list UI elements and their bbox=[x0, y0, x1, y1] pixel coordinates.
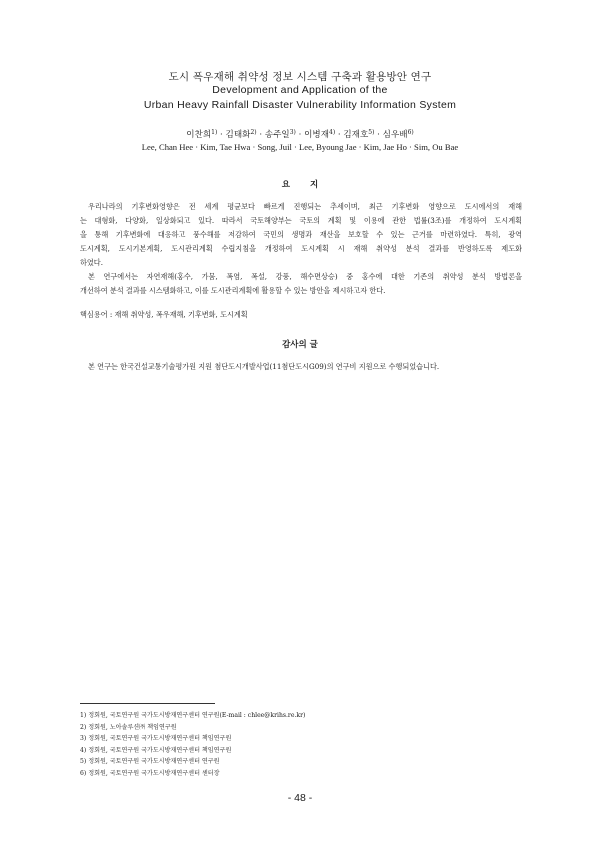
author-name: 심우배 bbox=[382, 130, 408, 140]
title-english-line2: Urban Heavy Rainfall Disaster Vulnerability Information System bbox=[143, 99, 457, 111]
page-number: - 48 - bbox=[287, 792, 313, 804]
keywords: 핵심용어 : 재해 취약성, 폭우재해, 기후변화, 도시계획 bbox=[80, 310, 248, 319]
footnote: 3) 정회원, 국토연구원 국가도시방재연구센터 책임연구원 bbox=[80, 735, 232, 743]
author-note: 4) bbox=[329, 129, 336, 136]
text-line: 도시계획, 도시기본계획, 도시관리계획 수립지침을 개정하여 도시계획 시 재해 취약성 분석 결과를 반영하도록 제도화 bbox=[80, 244, 522, 253]
abstract-paragraph-1 bbox=[80, 200, 522, 270]
text-line: 본 연구에서는 자연재해(홍수, 가뭄, 폭염, 폭설, 강풍, 해수면상승) 중 홍수에 대한 기존의 취약성 분석 방법론을 bbox=[88, 272, 522, 281]
text-line: 을 통해 기후변화에 대응하고 풍수해를 저감하여 국민의 생명과 재산을 보호할 수 있는 근거를 마련하였다. 특히, 광역 bbox=[80, 230, 522, 239]
footnote: 4) 정회원, 국토연구원 국가도시방재연구센터 책임연구원 bbox=[80, 746, 232, 754]
author-note: 1) bbox=[211, 129, 218, 136]
author-name: 이찬희 bbox=[186, 130, 212, 140]
title-english-line1: Development and Application of the bbox=[212, 84, 388, 96]
text-line: 는 대형화, 다양화, 일상화되고 있다. 따라서 국토해양부는 국토의 계획 및 이용에 관한 법률(3조)를 개정하여 도시계획 bbox=[80, 216, 522, 225]
author-separator: · bbox=[295, 130, 305, 140]
authors-korean bbox=[0, 128, 600, 140]
author-name: 김태화 bbox=[225, 130, 251, 140]
author-separator: · bbox=[335, 130, 344, 140]
author-name: 김재호 bbox=[343, 130, 369, 140]
author-note: 5) bbox=[368, 129, 375, 136]
author-note: 6) bbox=[407, 129, 414, 136]
footnote: 6) 정회원, 국토연구원 국가도시방재연구센터 센터장 bbox=[80, 769, 220, 777]
title-korean: 도시 폭우재해 취약성 정보 시스템 구축과 활용방안 연구 bbox=[168, 71, 432, 83]
footnote: 5) 정회원, 국토연구원 국가도시방재연구센터 연구원 bbox=[80, 758, 220, 766]
text-line: 본 연구는 한국건설교통기술평가원 지원 첨단도시개발사업(11첨단도시G09)의 연구비 지원으로 수행되었습니다. bbox=[88, 362, 440, 371]
text-line: 개선하여 분석 결과를 시스템화하고, 이를 도시관리계획에 활용할 수 있는 방안을 제시하고자 한다. bbox=[80, 286, 386, 295]
footnotes bbox=[80, 710, 305, 780]
author-name: 이병재 bbox=[304, 130, 329, 140]
abstract-heading: 요지 bbox=[281, 180, 339, 190]
author-note: 3) bbox=[289, 129, 296, 136]
author-name: 송주일 bbox=[264, 130, 290, 140]
text-line: 우리나라의 기후변화영향은 전 세계 평균보다 빠르게 진행되는 추세이며, 최근 기후변화 영향으로 도시에서의 재해 bbox=[88, 202, 522, 211]
author-separator: · bbox=[256, 130, 265, 140]
author-note: 2) bbox=[250, 129, 257, 136]
abstract-paragraph-2 bbox=[80, 270, 522, 298]
authors-english: Lee, Chan Hee · Kim, Tae Hwa · Song, Juil · Lee, Byoung Jae · Kim, Jae Ho · Sim, Ou Bae bbox=[141, 142, 459, 152]
acknowledgement-heading: 감사의 글 bbox=[282, 340, 318, 350]
footnote: 2) 정회원, 노아솔루션㈜ 책임연구원 bbox=[80, 723, 177, 731]
author-separator: · bbox=[217, 130, 226, 140]
footnote: 1) 정회원, 국토연구원 국가도시방재연구센터 연구원(E-mail : chlee@krihs.re.kr) bbox=[80, 712, 306, 719]
text-line: 하였다. bbox=[80, 258, 103, 267]
acknowledgement-text bbox=[80, 360, 522, 374]
footnote-divider bbox=[80, 703, 215, 704]
author-separator: · bbox=[374, 130, 383, 140]
